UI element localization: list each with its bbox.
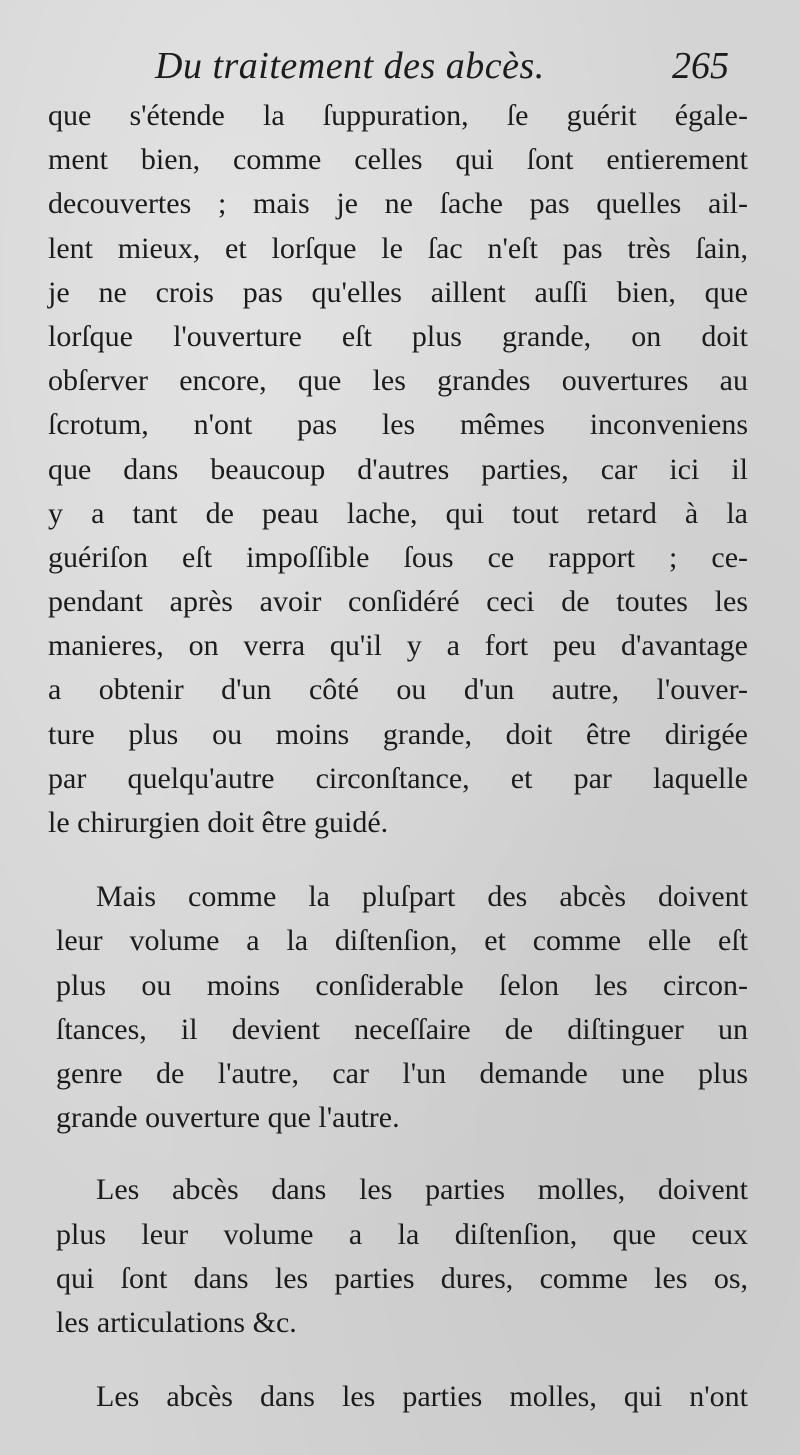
text-line: ſcrotum, n'ont pas les mêmes inconveniens (48, 408, 748, 442)
paragraph-3 (48, 1168, 748, 1345)
paragraph-4 (48, 1375, 748, 1419)
text-line: grande ouverture que l'autre. (56, 1101, 400, 1135)
text-line: que s'étende la ſuppuration, ſe guérit égale- (48, 99, 748, 132)
page-number: 265 (672, 45, 729, 87)
text-line: y a tant de peau lache, qui tout retard à la (48, 496, 748, 530)
text-line: guériſon eſt impoſſible ſous ce rapport ; ce- (48, 540, 748, 574)
text-line: les articulations &c. (56, 1305, 297, 1339)
text-line: a obtenir d'un côté ou d'un autre, l'ouver- (48, 673, 748, 707)
text-line: Les abcès dans les parties molles, qui n'ont (96, 1380, 748, 1414)
text-line: ſtances, il devient neceſſaire de diſtinguer un (56, 1012, 748, 1046)
text-line: ture plus ou moins grande, doit être dirigée (48, 717, 748, 751)
text-line: obſerver encore, que les grandes ouvertures au (48, 364, 748, 398)
text-line: Mais comme la pluſpart des abcès doivent (96, 880, 748, 914)
text-line: je ne crois pas qu'elles aillent auſſi bien, que (48, 275, 748, 309)
text-line: plus leur volume a la diſtenſion, que ceux (56, 1217, 748, 1251)
text-line: decouvertes ; mais je ne ſache pas quelles ail- (48, 187, 748, 221)
text-line: par quelqu'autre circonſtance, et par laquelle (48, 761, 748, 795)
text-line: qui ſont dans les parties dures, comme les os, (56, 1261, 748, 1295)
text-line: ment bien, comme celles qui ſont entierement (48, 143, 748, 177)
text-line: pendant après avoir conſidéré ceci de toutes les (48, 585, 748, 619)
text-line: que dans beaucoup d'autres parties, car ici il (48, 452, 748, 486)
paragraph-2 (48, 875, 748, 1140)
body-text (48, 94, 748, 1419)
text-line: leur volume a la diſtenſion, et comme elle eſt (56, 924, 748, 958)
text-line: lent mieux, et lorſque le ſac n'eſt pas très ſain, (48, 231, 748, 265)
text-line: genre de l'autre, car l'un demande une plus (56, 1056, 748, 1090)
text-line: manieres, on verra qu'il y a fort peu d'avantage (48, 629, 748, 663)
page-header (0, 38, 800, 98)
text-line: Les abcès dans les parties molles, doivent (96, 1173, 748, 1207)
paragraph-1 (48, 94, 748, 845)
text-line: lorſque l'ouverture eſt plus grande, on doit (48, 319, 748, 353)
text-line: le chirurgien doit être guidé. (48, 806, 389, 839)
running-title: Du traitement des abcès. (155, 45, 545, 87)
text-line: plus ou moins conſiderable ſelon les circon- (56, 968, 748, 1002)
